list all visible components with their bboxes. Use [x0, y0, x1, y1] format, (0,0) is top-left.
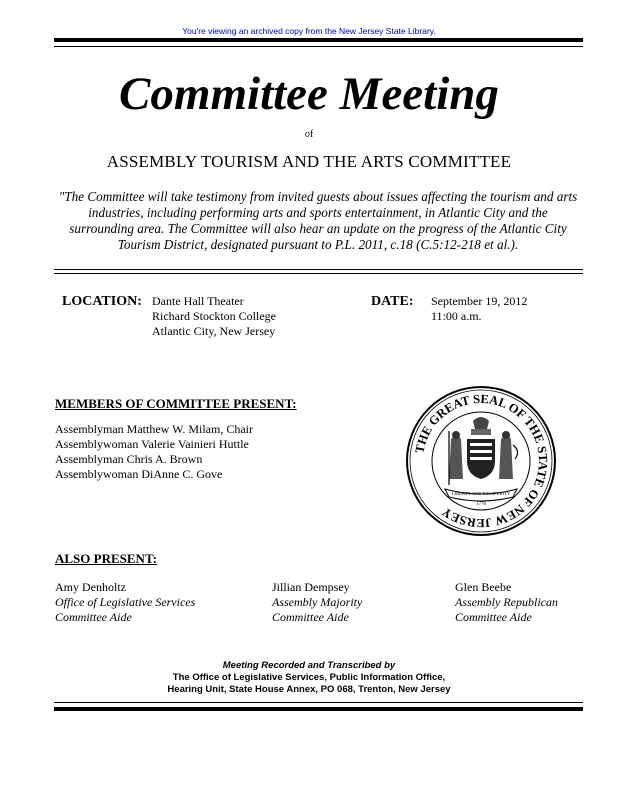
members-list: [55, 422, 253, 482]
location-line: Richard Stockton College: [152, 309, 276, 323]
bottom-rule-thick: [54, 707, 583, 711]
location-line: Atlantic City, New Jersey: [152, 324, 276, 338]
title-of: of: [304, 129, 314, 140]
location-label: LOCATION:: [62, 294, 142, 309]
top-rule-thin: [54, 46, 583, 47]
location-block: [152, 294, 276, 339]
member-name: Assemblywoman Valerie Vainieri Huttle: [55, 437, 249, 451]
footer-line-3: Hearing Unit, State House Annex, PO 068, Trenton, New Jersey: [167, 684, 451, 695]
attendee-org: Office of Legislative Services: [55, 595, 196, 609]
committee-name: ASSEMBLY TOURISM AND THE ARTS COMMITTEE: [106, 152, 512, 171]
attendee-role: Committee Aide: [455, 610, 532, 624]
seal-ring-textpath: THE GREAT SEAL OF THE STATE OF NEW JERSEY: [412, 391, 551, 531]
also-present-heading: ALSO PRESENT:: [55, 551, 157, 566]
member-name: Assemblyman Chris A. Brown: [55, 452, 203, 466]
attendee-org: Assembly Majority: [272, 595, 363, 609]
member-name: Assemblywoman DiAnne C. Gove: [55, 467, 223, 481]
attendee-1: [55, 580, 195, 625]
mid-rule-1: [54, 269, 583, 270]
seal-ribbon-text: LIBERTY AND PROSPERITY: [451, 491, 511, 496]
footer-line-2: The Office of Legislative Services, Public Information Office,: [172, 672, 446, 683]
document-title: Committee Meeting: [119, 68, 499, 120]
member-name: Assemblyman Matthew W. Milam, Chair: [55, 422, 253, 436]
bottom-rule-thin: [54, 702, 583, 703]
footer-line-1: Meeting Recorded and Transcribed by: [222, 660, 396, 671]
location-line: Dante Hall Theater: [152, 294, 244, 308]
top-rule-thick: [54, 38, 583, 42]
transcription-note: [0, 660, 618, 696]
attendee-role: Committee Aide: [55, 610, 132, 624]
archive-banner: You're viewing an archived copy from the New Jersey State Library.: [182, 26, 436, 36]
attendee-role: Committee Aide: [272, 610, 349, 624]
great-seal-of-new-jersey-icon: [405, 385, 557, 537]
seal-year: 1776: [476, 502, 486, 507]
date-block: [431, 294, 527, 324]
attendee-org: Assembly Republican: [455, 595, 558, 609]
attendee-name: Amy Denholtz: [55, 580, 126, 594]
attendee-3: [455, 580, 558, 625]
date-label: DATE:: [371, 294, 414, 309]
attendee-name: Glen Beebe: [455, 580, 512, 594]
date-line: September 19, 2012: [431, 294, 528, 308]
attendee-name: Jillian Dempsey: [272, 580, 350, 594]
members-heading: MEMBERS OF COMMITTEE PRESENT:: [55, 396, 297, 411]
attendee-2: [272, 580, 362, 625]
mid-rule-2: [54, 273, 583, 274]
meeting-description: "The Committee will take testimony from invited guests about issues affecting the tourism and arts industries, including performing arts and sports entertainment, in Atlantic City and the surrounding area. The Committee will also hear an update on the progress of the Atlantic City Tourism District, designated pursuant to P.L. 2011, c.18 (C.5:12-218 et al.).: [58, 189, 578, 252]
time-line: 11:00 a.m.: [431, 309, 482, 323]
